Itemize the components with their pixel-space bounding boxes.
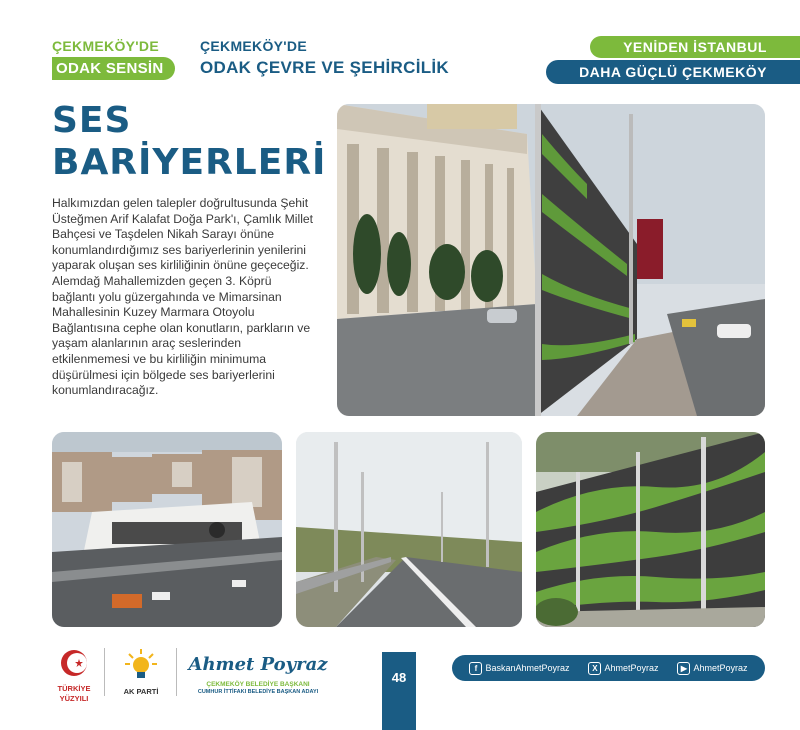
header-brand-left <box>52 38 175 80</box>
header-mid-small: ÇEKMEKÖY'DE <box>200 38 307 54</box>
logo2-text: AK PARTİ <box>123 687 159 696</box>
social-x[interactable] <box>588 662 658 675</box>
candidate-signature-block <box>188 654 328 695</box>
youtube-icon: ▶ <box>677 662 690 675</box>
header-section-title <box>200 38 449 78</box>
crescent-logo-icon <box>59 648 89 678</box>
photo-aerial-city <box>52 432 282 627</box>
footer-divider <box>104 648 105 696</box>
main-photo-noise-barrier <box>337 104 765 416</box>
header-slogan <box>546 36 800 84</box>
body-paragraph: Halkımızdan gelen talepler doğrultusunda Şehit Üsteğmen Arif Kalafat Doğa Park'ı, Çamlık Millet Bahçesi ve Taşdelen Nikah Sarayı önüne konumlandırdığımız ses bariyerlerinin yenilerini yaparak oluşan ses kirliliğinin önüne geçeceğiz. Alemdağ Mahallemizden geçen 3. Köprü bağlantı yolu güzergahında ve Mimarsinan Mahallesinin Kuzey Marmara Otoyolu Bağlantısına cephe olan konutların, parkların ve yaşam alanlarının araç seslerinden etkilenmemesi ve bu kirliliğin minimuma düşürülmesi için bölgede ses bariyerlerini konumlandıracağız. <box>52 196 314 398</box>
social-media-bar <box>452 655 765 681</box>
page-number: 48 <box>382 652 416 730</box>
turkiye-yuzyili-logo <box>54 648 94 703</box>
title-line-1: SES <box>52 100 132 141</box>
header-left-pill: ODAK SENSİN <box>52 57 175 80</box>
x-icon: X <box>588 662 601 675</box>
header-mid-big: ODAK ÇEVRE VE ŞEHİRCİLİK <box>200 58 450 77</box>
logo1-line1: TÜRKİYE <box>57 684 91 693</box>
page-title <box>52 100 326 184</box>
role-line-1: ÇEKMEKÖY BELEDİYE BAŞKANI <box>206 681 310 688</box>
signature: Ahmet Poyraz <box>188 654 328 675</box>
facebook-instagram-icon: f <box>469 662 482 675</box>
ak-parti-logo <box>118 648 164 696</box>
social-youtube[interactable] <box>677 662 747 675</box>
social-label: AhmetPoyraz <box>604 663 659 673</box>
header-left-small: ÇEKMEKÖY'DE <box>52 38 159 54</box>
lightbulb-logo-icon <box>124 648 158 680</box>
photo-green-barrier <box>536 432 765 627</box>
social-facebook-instagram[interactable] <box>469 662 569 675</box>
title-line-2: BARİYERLERİ <box>52 142 327 183</box>
social-label: AhmetPoyraz <box>693 663 748 673</box>
social-label: BaskanAhmetPoyraz <box>485 663 570 673</box>
logo1-line2: YÜZYILI <box>59 694 89 703</box>
slogan-top: YENİDEN İSTANBUL <box>590 36 800 58</box>
photo-highway <box>296 432 522 627</box>
slogan-bottom: DAHA GÜÇLÜ ÇEKMEKÖY <box>546 60 800 84</box>
footer-divider <box>176 648 177 696</box>
role-line-2: CUMHUR İTTİFAKI BELEDİYE BAŞKAN ADAYI <box>197 689 319 695</box>
